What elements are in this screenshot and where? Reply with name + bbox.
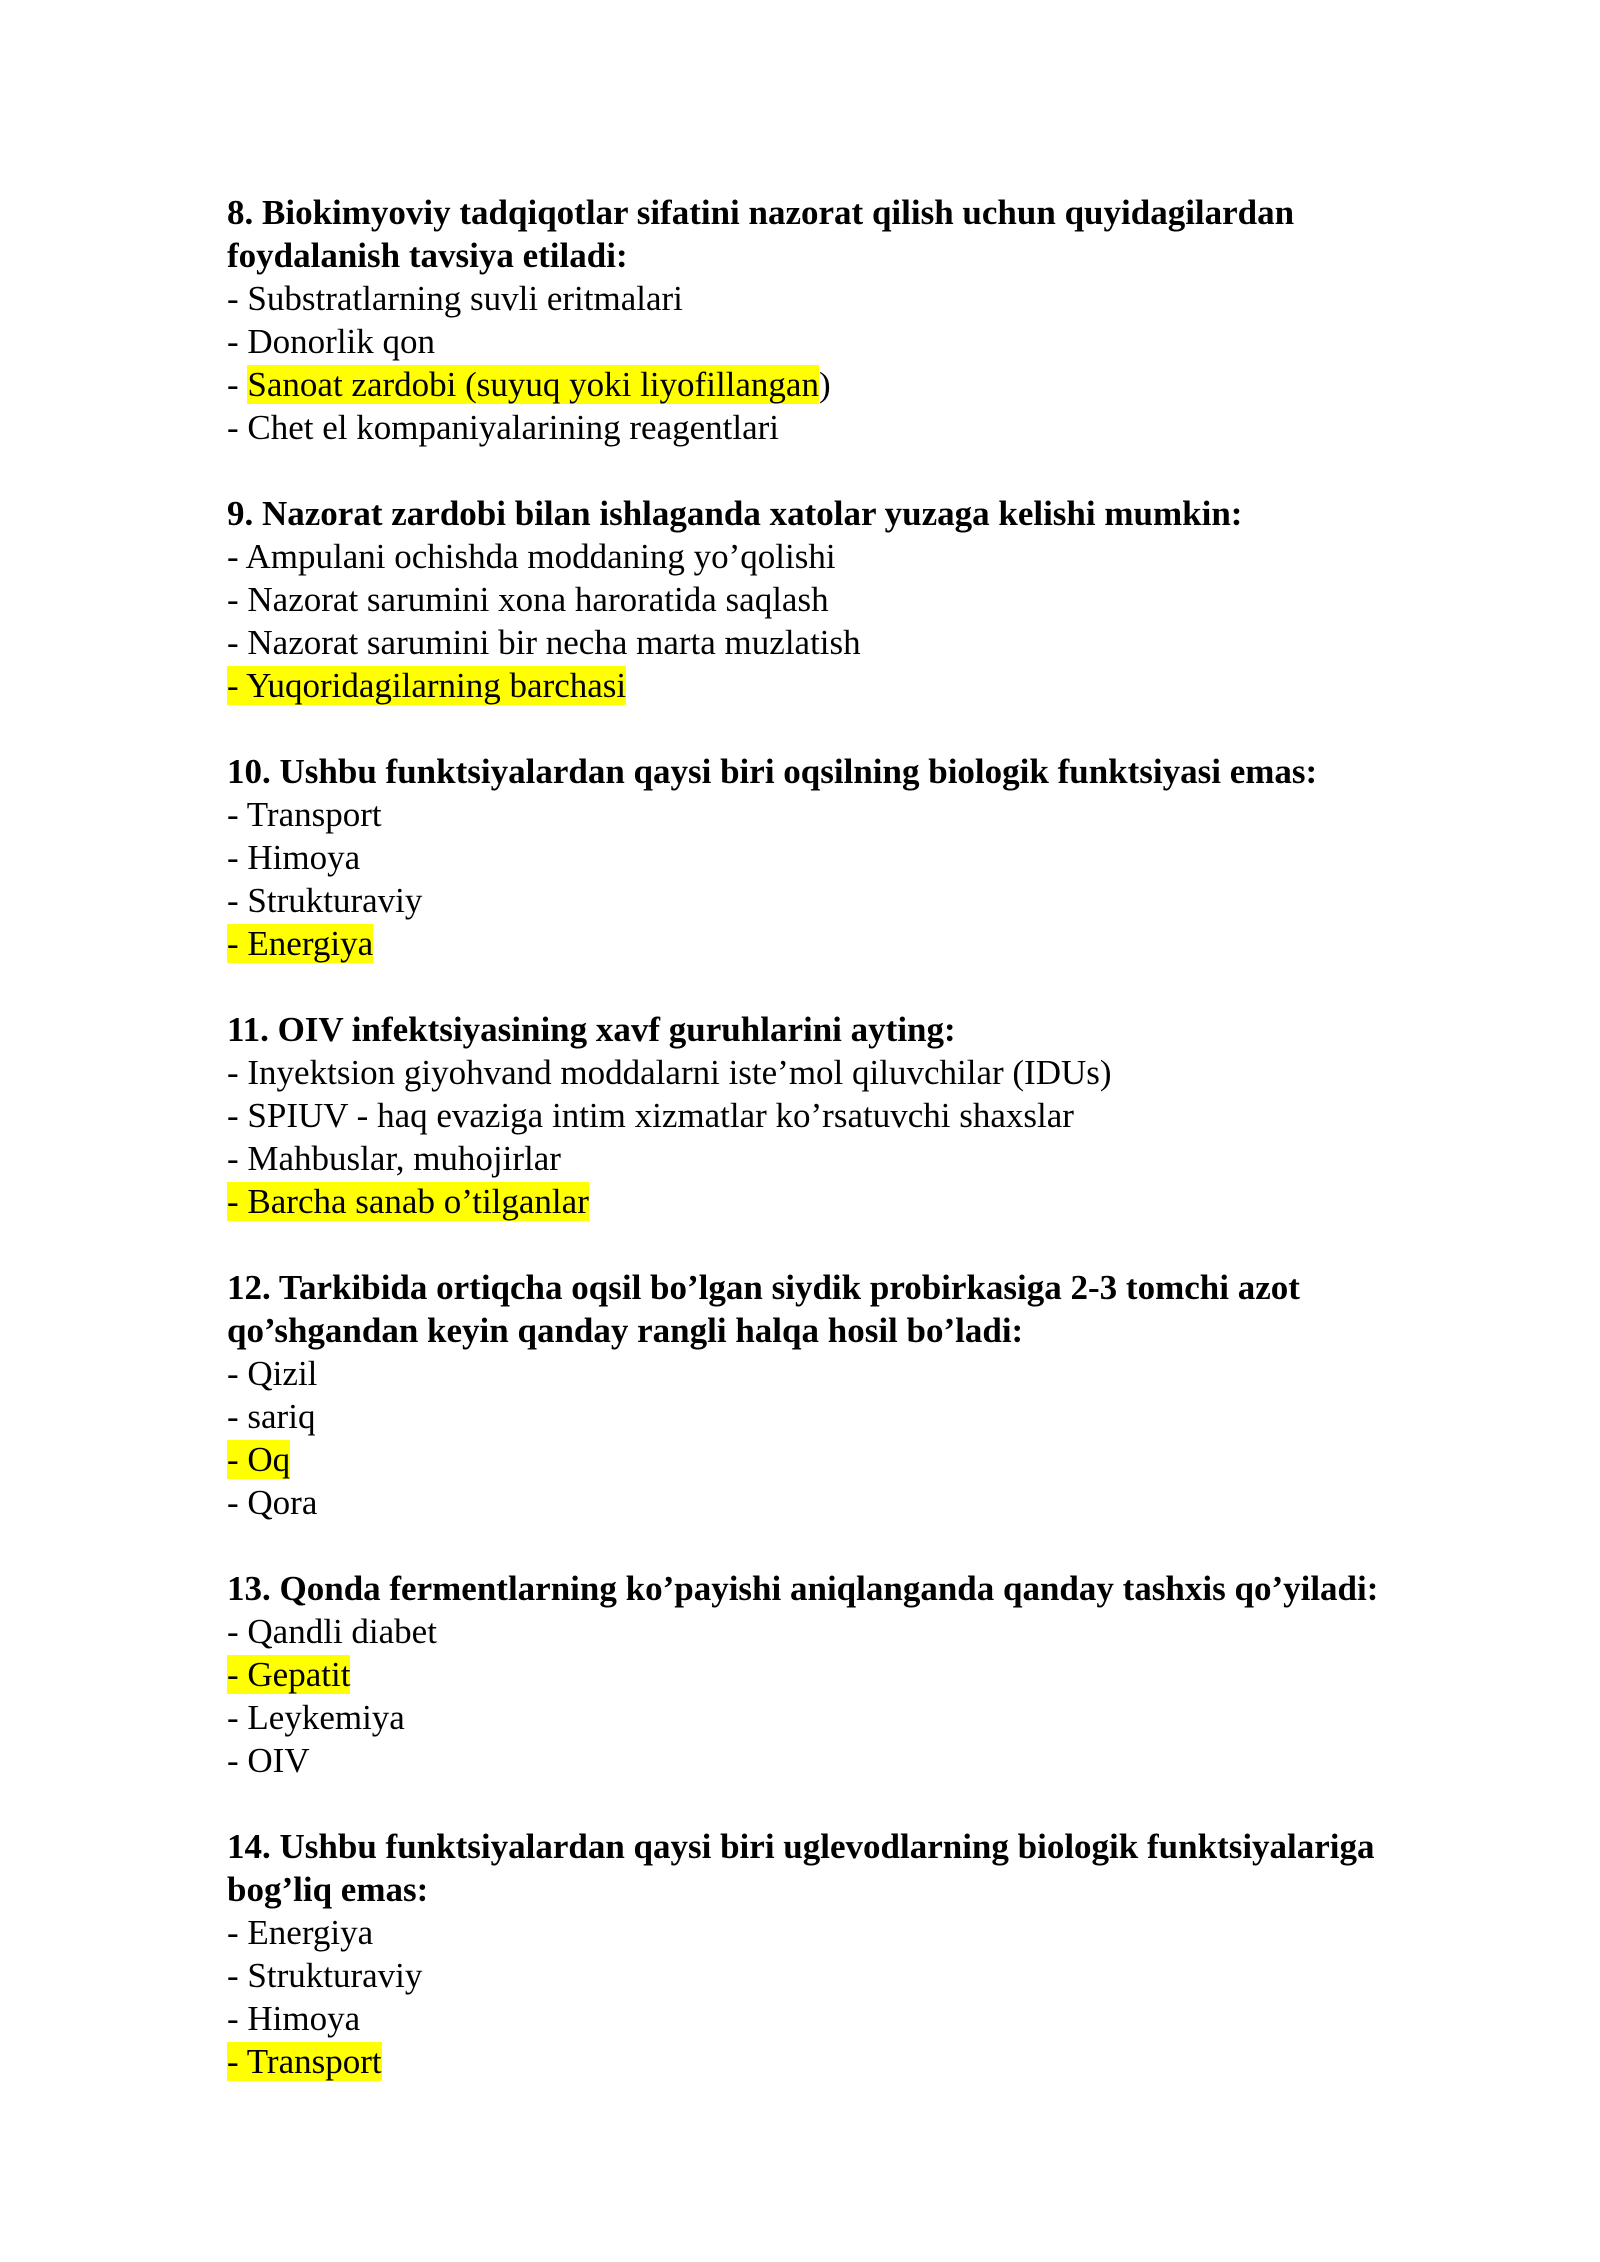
answer-option: - Nazorat sarumini bir necha marta muzlatish	[227, 623, 861, 662]
highlighted-answer: - Barcha sanab o’tilganlar	[227, 1182, 589, 1221]
answer-option: - Inyektsion giyohvand moddalarni iste’mol qiluvchilar (IDUs)	[227, 1053, 1112, 1092]
answer-option: - Transport	[227, 795, 382, 834]
question-9	[227, 492, 1477, 707]
answer-option: - Himoya	[227, 838, 361, 877]
answer-option: - Leykemiya	[227, 1698, 405, 1737]
question-title: 13. Qonda fermentlarning ko’payishi aniqlanganda qanday tashxis qo’yiladi:	[227, 1569, 1379, 1608]
answer-option: - Donorlik qon	[227, 322, 436, 361]
answer-option: - Qizil	[227, 1354, 318, 1393]
question-13	[227, 1567, 1477, 1782]
answer-option: - Substratlarning suvli eritmalari	[227, 279, 683, 318]
question-12	[227, 1266, 1477, 1524]
question-title: 12. Tarkibida ortiqcha oqsil bo’lgan siydik probirkasiga 2-3 tomchi azot	[227, 1268, 1300, 1307]
question-title-continuation: foydalanish tavsiya etiladi:	[227, 236, 628, 275]
question-11	[227, 1008, 1477, 1223]
highlighted-answer: - Energiya	[227, 924, 374, 963]
answer-option-correct	[227, 1653, 1477, 1696]
question-title: 14. Ushbu funktsiyalardan qaysi biri uglevodlarning biologik funktsiyalariga	[227, 1827, 1375, 1866]
answer-option: - Nazorat sarumini xona haroratida saqlash	[227, 580, 829, 619]
answer-option: - Mahbuslar, muhojirlar	[227, 1139, 561, 1178]
answer-option-correct	[227, 363, 1477, 406]
question-10	[227, 750, 1477, 965]
question-title: 11. OIV infektsiyasining xavf guruhlarini ayting:	[227, 1010, 956, 1049]
question-8	[227, 191, 1477, 449]
answer-option-correct	[227, 664, 1477, 707]
answer-option: - Himoya	[227, 1999, 361, 2038]
answer-option: - Strukturaviy	[227, 1956, 423, 1995]
answer-option: - Ampulani ochishda moddaning yo’qolishi	[227, 537, 836, 576]
question-title-continuation: qo’shgandan keyin qanday rangli halqa hosil bo’ladi:	[227, 1311, 1024, 1350]
answer-option-correct	[227, 922, 1477, 965]
answer-option: - Energiya	[227, 1913, 374, 1952]
question-title-continuation: bog’liq emas:	[227, 1870, 429, 1909]
highlighted-answer: Sanoat zardobi (suyuq yoki liyofillangan	[247, 365, 819, 404]
answer-option-correct	[227, 1180, 1477, 1223]
answer-option: - Chet el kompaniyalarining reagentlari	[227, 408, 780, 447]
answer-option: - Qora	[227, 1483, 318, 1522]
highlighted-answer: - Oq	[227, 1440, 291, 1479]
answer-option-correct	[227, 1438, 1477, 1481]
highlighted-answer: - Yuqoridagilarning barchasi	[227, 666, 627, 705]
option-prefix: -	[227, 365, 248, 404]
answer-option: - Qandli diabet	[227, 1612, 437, 1651]
question-14	[227, 1825, 1477, 2083]
highlighted-answer: - Transport	[227, 2042, 382, 2081]
question-title: 8. Biokimyoviy tadqiqotlar sifatini nazorat qilish uchun quyidagilardan	[227, 193, 1295, 232]
question-title: 9. Nazorat zardobi bilan ishlaganda xatolar yuzaga kelishi mumkin:	[227, 494, 1243, 533]
answer-option: - sariq	[227, 1397, 316, 1436]
answer-option: - Strukturaviy	[227, 881, 423, 920]
question-title: 10. Ushbu funktsiyalardan qaysi biri oqsilning biologik funktsiyasi emas:	[227, 752, 1318, 791]
option-suffix: )	[818, 365, 831, 404]
document-page	[227, 191, 1477, 2083]
answer-option: - SPIUV - haq evaziga intim xizmatlar ko’rsatuvchi shaxslar	[227, 1096, 1074, 1135]
answer-option-correct	[227, 2040, 1477, 2083]
highlighted-answer: - Gepatit	[227, 1655, 351, 1694]
answer-option: - OIV	[227, 1741, 310, 1780]
